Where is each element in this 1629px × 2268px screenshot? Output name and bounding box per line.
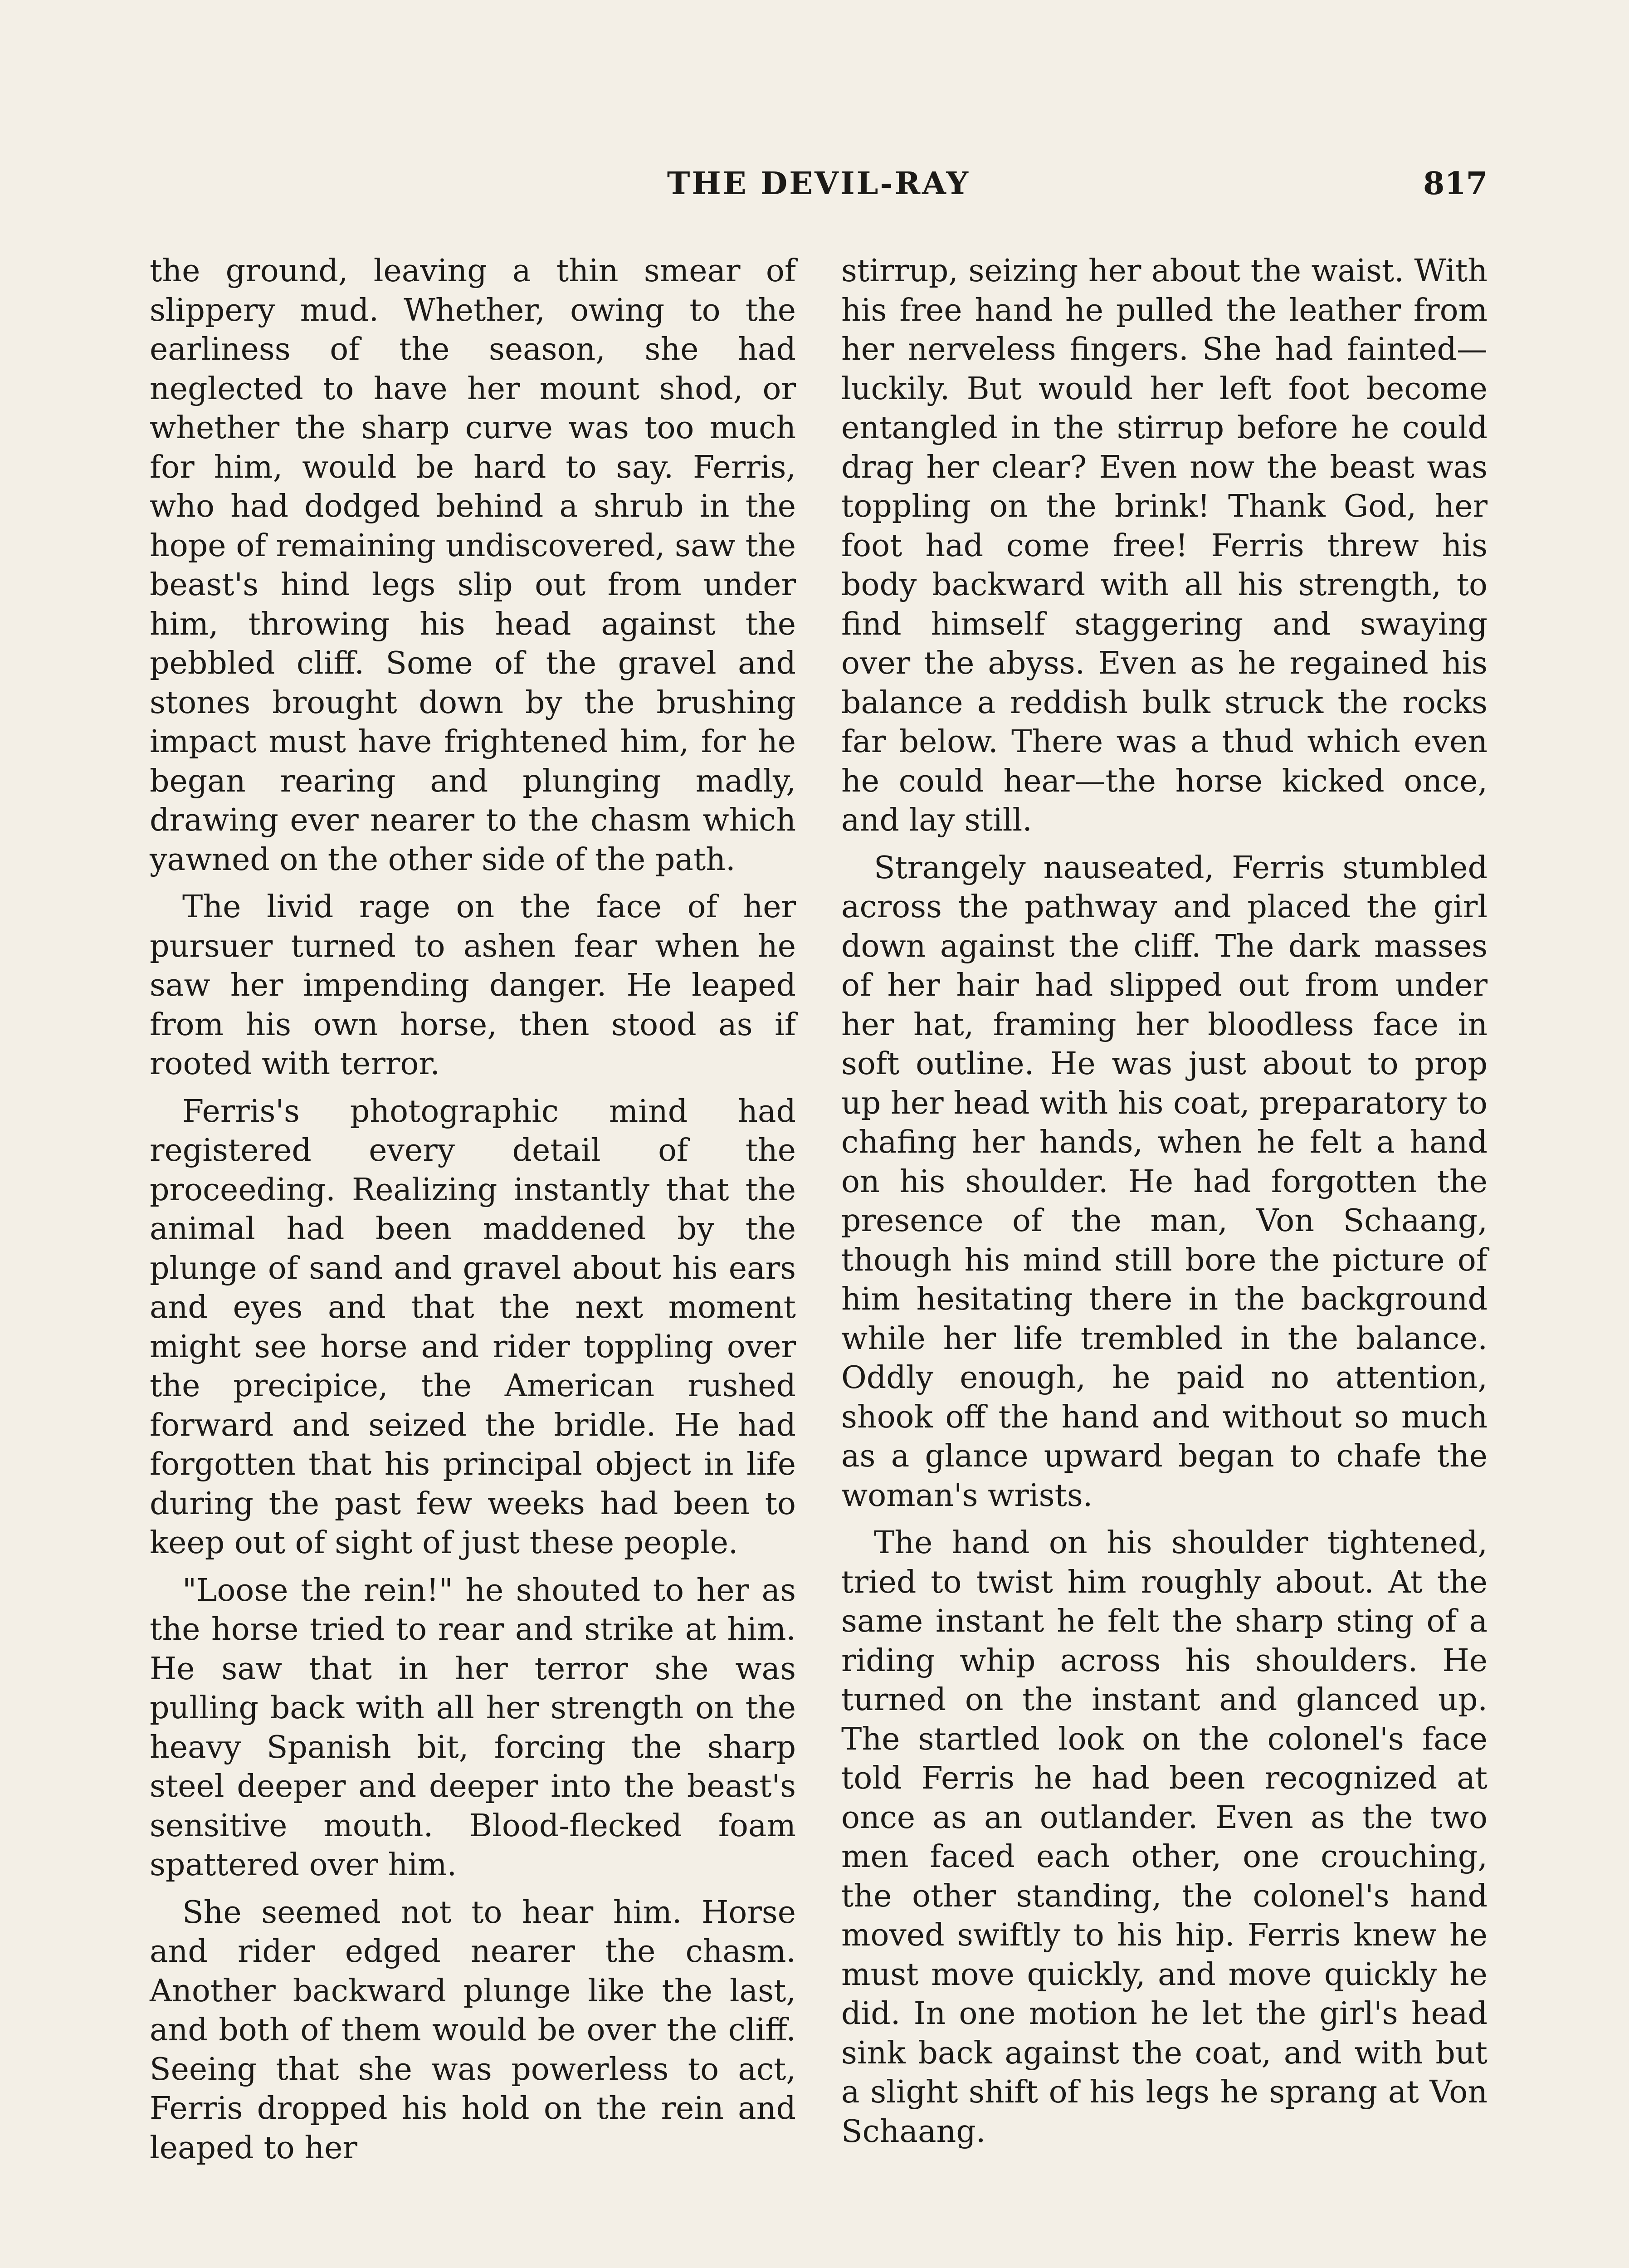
paragraph: Ferris's photographic mind had registered every detail of the proceeding. Realizing instantly that the animal had been maddened by the plunge of sand and gravel about his ears and eyes and that the next moment might see horse and rider toppling over the precipice, the American rushed forward and seized the bridle. He had forgotten that his principal object in life during the past few weeks had been to keep out of sight of just these people.: [150, 1093, 796, 1561]
paragraph: Strangely nauseated, Ferris stumbled across the pathway and placed the girl down against the cliff. The dark masses of her hair had slipped out from under her hat, framing her bloodless face in soft outline. He was just about to prop up her head with his coat, preparatory to chafing her hands, when he felt a hand on his shoulder. He had forgotten the presence of the man, Von Schaang, though his mind still bore the picture of him hesitating there in the background while her life trembled in the balance. Oddly enough, he paid no attention, shook off the hand and without so much as a glance upward began to chafe the woman's wrists.: [841, 850, 1488, 1514]
paragraph: She seemed not to hear him. Horse and rider edged nearer the chasm. Another backward plunge like the last, and both of them would be over the cliff. Seeing that she was powerless to act, Ferris dropped his hold on the rein and leaped to her: [150, 1894, 796, 2166]
paragraph: the ground, leaving a thin smear of slippery mud. Whether, owing to the earliness of the season, she had neglected to have her mount shod, or whether the sharp curve was too much for him, would be hard to say. Ferris, who had dodged behind a shrub in the hope of remaining undiscovered, saw the beast's hind legs slip out from under him, throwing his head against the pebbled cliff. Some of the gravel and stones brought down by the brushing impact must have frightened him, for he began rearing and plunging madly, drawing ever nearer to the chasm which yawned on the other side of the path.: [150, 253, 796, 878]
paragraph: "Loose the rein!" he shouted to her as the horse tried to rear and strike at him. He saw that in her terror she was pulling back with all her strength on the heavy Spanish bit, forcing the sharp steel deeper and deeper into the beast's sensitive mouth. Blood-flecked foam spattered over him.: [150, 1572, 796, 1883]
paragraph: The hand on his shoulder tightened, tried to twist him roughly about. At the same instant he felt the sharp sting of a riding whip across his shoulders. He turned on the instant and glanced up. The startled look on the colonel's face told Ferris he had been recognized at once as an outlander. Even as the two men faced each other, one crouching, the other standing, the colonel's hand moved swiftly to his hip. Ferris knew he must move quickly, and move quickly he did. In one motion he let the girl's head sink back against the coat, and with but a slight shift of his legs he sprang at Von Schaang.: [841, 1525, 1488, 2150]
left-column: [150, 252, 796, 2168]
paragraph: The livid rage on the face of her pursuer turned to ashen fear when he saw her impending danger. He leaped from his own horse, then stood as if rooted with terror.: [150, 889, 796, 1082]
right-column: [841, 252, 1488, 2151]
running-title: THE DEVIL-RAY: [667, 166, 971, 202]
page-number: 817: [1423, 166, 1488, 202]
paragraph: stirrup, seizing her about the waist. With his free hand he pulled the leather from her nerveless fingers. She had fainted—luckily. But would her left foot become entangled in the stirrup before he could drag her clear? Even now the beast was toppling on the brink! Thank God, her foot had come free! Ferris threw his body backward with all his strength, to find himself staggering and swaying over the abyss. Even as he regained his balance a reddish bulk struck the rocks far below. There was a thud which even he could hear—the horse kicked once, and lay still.: [841, 253, 1488, 838]
page-header: [150, 166, 1488, 215]
